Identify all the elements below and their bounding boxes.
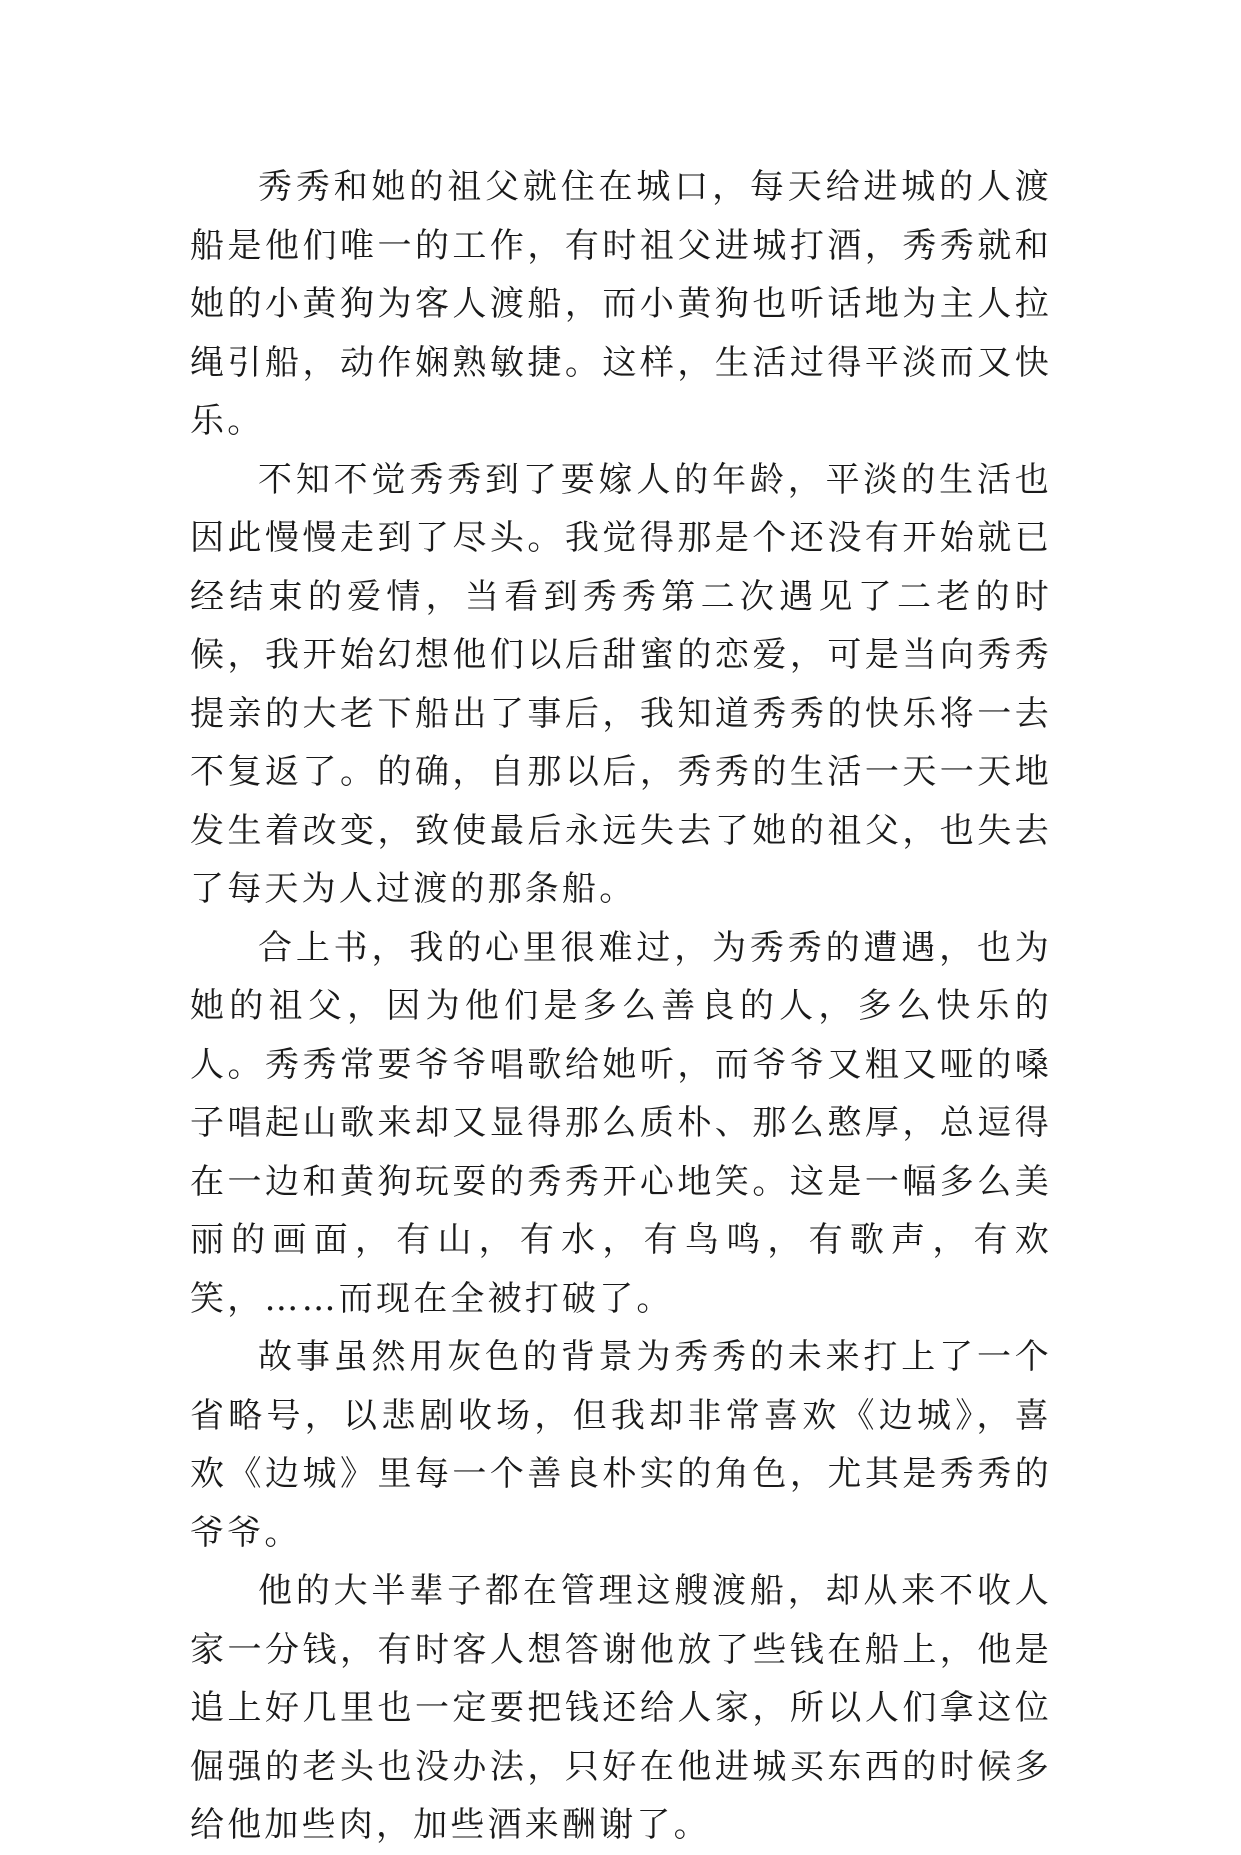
document-body bbox=[190, 158, 1052, 1855]
paragraph-3: 合上书，我的心里很难过，为秀秀的遭遇，也为她的祖父，因为他们是多么善良的人，多么快乐的人。秀秀常要爷爷唱歌给她听，而爷爷又粗又哑的嗓子唱起山歌来却又显得那么质朴、那么憨厚，总逗得在一边和黄狗玩耍的秀秀开心地笑。这是一幅多么美丽的画面，有山，有水，有鸟鸣，有歌声，有欢笑，……而现在全被打破了。 bbox=[190, 927, 1052, 1319]
paragraph-1: 秀秀和她的祖父就住在城口，每天给进城的人渡船是他们唯一的工作，有时祖父进城打酒，秀秀就和她的小黄狗为客人渡船，而小黄狗也听话地为主人拉绳引船，动作娴熟敏捷。这样，生活过得平淡而又快乐。 bbox=[190, 167, 1052, 441]
paragraph-4: 故事虽然用灰色的背景为秀秀的未来打上了一个省略号，以悲剧收场，但我却非常喜欢《边城》，喜欢《边城》里每一个善良朴实的角色，尤其是秀秀的爷爷。 bbox=[190, 1337, 1052, 1553]
paragraph-2: 不知不觉秀秀到了要嫁人的年龄，平淡的生活也因此慢慢走到了尽头。我觉得那是个还没有开始就已经结束的爱情，当看到秀秀第二次遇见了二老的时候，我开始幻想他们以后甜蜜的恋爱，可是当向秀秀提亲的大老下船出了事后，我知道秀秀的快乐将一去不复返了。的确，自那以后，秀秀的生活一天一天地发生着改变，致使最后永远失去了她的祖父，也失去了每天为人过渡的那条船。 bbox=[190, 459, 1052, 909]
paragraph-5: 他的大半辈子都在管理这艘渡船，却从来不收人家一分钱，有时客人想答谢他放了些钱在船上，他是追上好几里也一定要把钱还给人家，所以人们拿这位倔强的老头也没办法，只好在他进城买东西的时候多给他加些肉，加些酒来酬谢了。 bbox=[190, 1571, 1052, 1845]
